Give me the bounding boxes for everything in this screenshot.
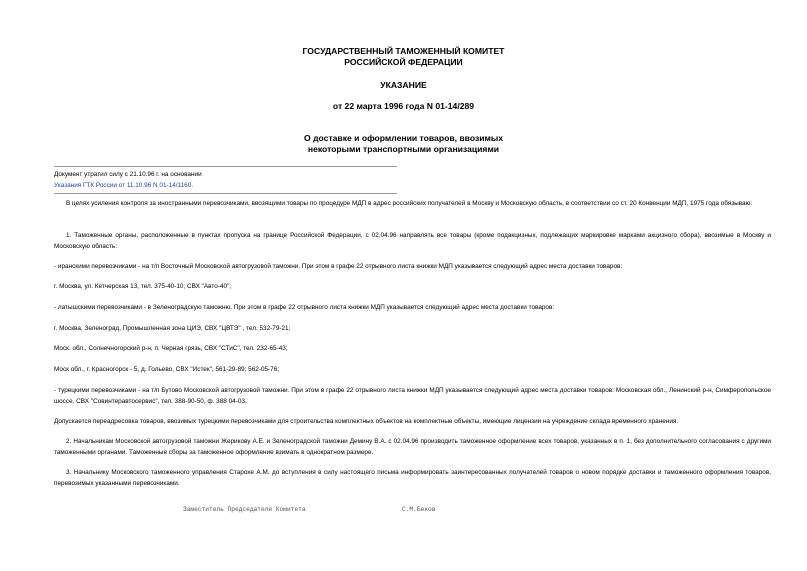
redirect-paragraph: Допускается переадресовка товаров, ввозимых турецкими перевозчиками для строительства комплектных объектов на комплектные объекты, имеющие лицензии на учреждение склада временного хранения. (54, 418, 679, 425)
turkey-carriers-paragraph: - турецкими перевозчиками - на т/п Бутово Московской автогрузовой таможни. При этом в графе 22 отрывного листа книжки МДП указывается следующий адрес места доставки товаров: Московская обл., Ленинский р-н, Симферопольское шоссе, СВХ "Совинтеравтосервис", тел. 388-90-50, ф. 388 04-03. (54, 387, 771, 405)
latvia-address-1: г. Москва, Зеленоград, Промышленная зона ЦИЭ, СВХ "ЦВТЭ" , тел. 532-79-21; (54, 325, 291, 332)
item-1-paragraph: 1. Таможенные органы, расположенные в пунктах пропуска на границе Российской Федерации, с 02.04.96 направлять все товары (кроме подакцизных, подлежащих маркировке марками акцизного сбора), ввозимые в Москву и Московскую область: (54, 232, 771, 250)
intro-paragraph: В целях усиления контроля за иностранными перевозчиками, ввозящими товары по процедуре МДП в адрес российских получателей в Москву и Московскую область, в соответствии со ст. 20 Конвенции МДП, 1975 года обязываю: (66, 200, 753, 207)
latvia-address-3: Моск обл., г. Красногорск - 5, д. Гольево, СВХ "Истек", 561-29-89; 562-05-76; (54, 366, 280, 373)
iran-address: г. Москва, ул. Кетчерская 13, тел. 375-40-10; СВХ "Авто-40"; (54, 283, 232, 290)
latvia-address-2: Моск. обл., Солнечногорский р-н, п. Черная грязь, СВХ "СТиС", тел. 232-65-43; (54, 345, 288, 352)
status-top-rule (54, 166, 397, 167)
document-type: УКАЗАНИЕ (380, 80, 427, 90)
document-date: от 22 марта 1996 года N 01-14/289 (332, 101, 475, 111)
iran-carriers-paragraph: - иранскими перевозчиками - на т/п Восточный Московской автогрузовой таможни. При этом в графе 22 отрывного листа книжки МДП указывается следующий адрес места доставки товаров: (54, 263, 623, 270)
signatory-position: Заместитель Председателя Комитета (183, 506, 306, 513)
status-bottom-rule (54, 193, 397, 194)
item-2-paragraph: 2. Начальникам Московской автогрузовой таможни Жерикову А.Е. и Зеленоградской таможни Демину В.А. с 02.04.96 производить таможенное оформление всех товаров, указанных в п. 1, без дополнительного согласования с другими таможенными органами. Таможенные сборы за таможенное оформление взимать в однократном размере. (54, 438, 771, 456)
item-3-paragraph: 3. Начальнику Московского таможенного управления Старохе А.М. до вступления в силу настоящего письма информировать заинтересованных получателей товаров о новом порядке доставки и таможенного оформления товаров, перевозимых указанными перевозчиками. (54, 469, 771, 487)
repeal-document-link[interactable]: Указания ГТК России от 11.10.96 N 01-14/1160. (54, 182, 194, 189)
issuer-line-2: РОССИЙСКОЙ ФЕДЕРАЦИИ (344, 57, 463, 67)
status-note-text: Документ утратил силу с 21.10.96 г. на основании (54, 171, 202, 178)
document-title-line-1: О доставке и оформлении товаров, ввозимых (304, 133, 503, 143)
issuer-line-1: ГОСУДАРСТВЕННЫЙ ТАМОЖЕННЫЙ КОМИТЕТ (302, 46, 505, 56)
latvia-carriers-paragraph: - латышскими перевозчиками - в Зеленоградскую таможню. При этом в графе 22 отрывного листа книжки МДП указывается следующий адрес места доставки товаров: (54, 304, 555, 311)
document-title-line-2: некоторыми транспортными организациями (307, 144, 500, 154)
signatory-name: С.М.Беков (402, 506, 436, 513)
